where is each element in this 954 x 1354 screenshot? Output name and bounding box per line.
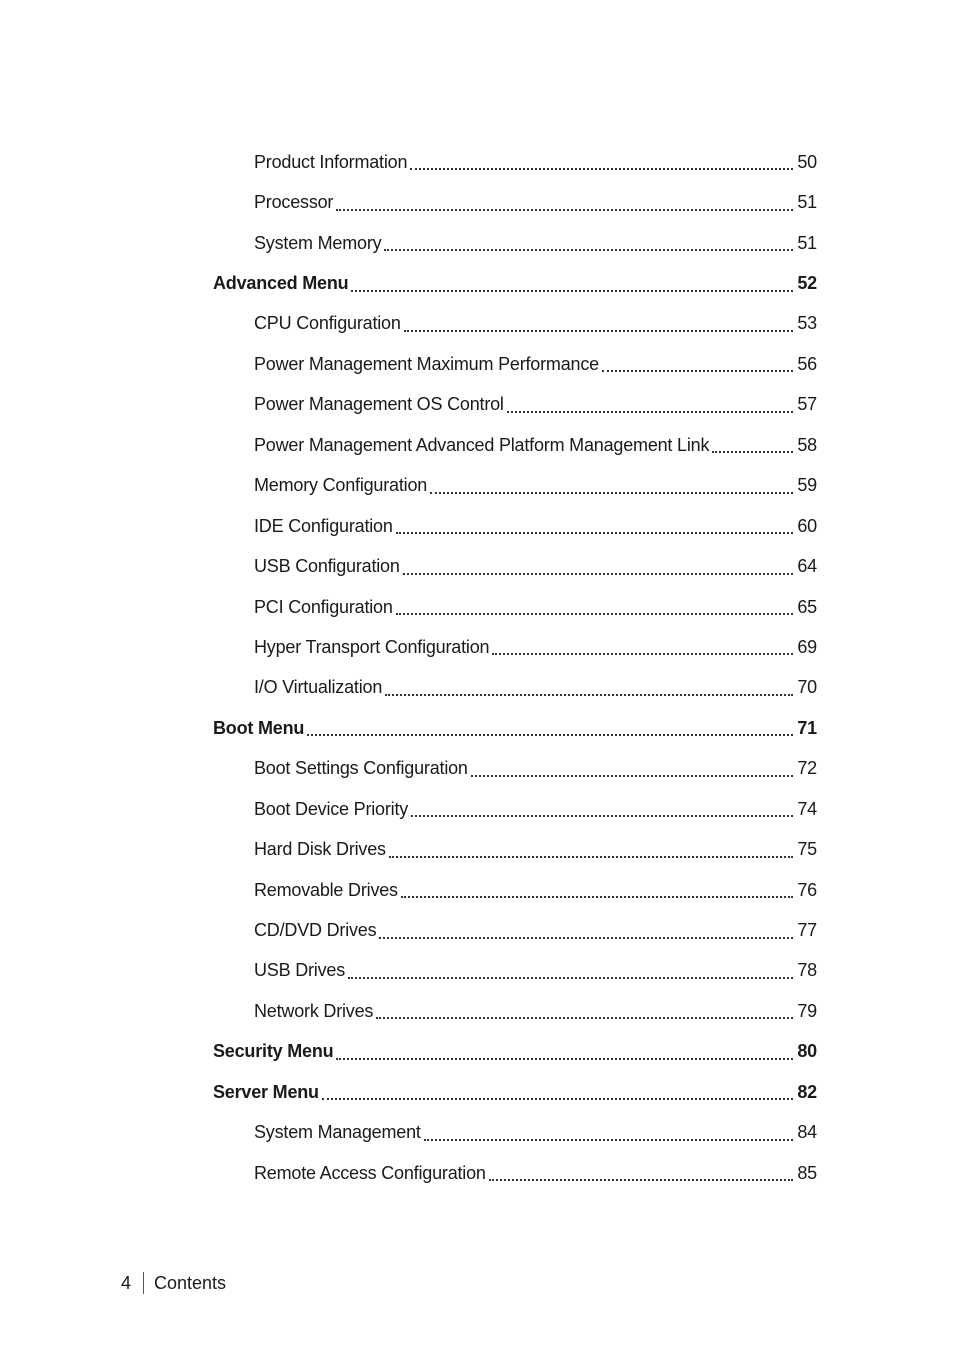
toc-entry-page-number: 59 xyxy=(797,475,817,496)
footer-divider xyxy=(143,1272,144,1294)
toc-entry-page-number: 74 xyxy=(797,798,817,819)
toc-entry-page-number: 78 xyxy=(797,960,817,981)
table-of-contents xyxy=(0,142,954,1193)
toc-entry-title: Boot Settings Configuration xyxy=(254,758,468,779)
dot-leader xyxy=(430,478,793,494)
toc-subsection-entry[interactable] xyxy=(0,466,954,506)
dot-leader xyxy=(404,316,793,332)
dot-leader xyxy=(507,397,793,413)
toc-section-entry[interactable] xyxy=(0,1072,954,1112)
toc-subsection-entry[interactable] xyxy=(0,304,954,344)
toc-entry-page-number: 50 xyxy=(797,151,817,172)
toc-entry-page-number: 51 xyxy=(797,232,817,253)
toc-subsection-entry[interactable] xyxy=(0,546,954,586)
toc-entry-page-number: 52 xyxy=(797,273,817,294)
toc-entry-page-number: 84 xyxy=(797,1122,817,1143)
dot-leader xyxy=(396,518,793,534)
toc-subsection-entry[interactable] xyxy=(0,587,954,627)
toc-entry-page-number: 51 xyxy=(797,192,817,213)
toc-entry-title: System Management xyxy=(254,1122,421,1143)
toc-entry-title: I/O Virtualization xyxy=(254,677,383,698)
toc-entry-title: IDE Configuration xyxy=(254,515,393,536)
toc-subsection-entry[interactable] xyxy=(0,749,954,789)
toc-subsection-entry[interactable] xyxy=(0,627,954,667)
dot-leader xyxy=(351,276,793,292)
dot-leader xyxy=(712,437,793,453)
toc-subsection-entry[interactable] xyxy=(0,829,954,869)
toc-entry-page-number: 72 xyxy=(797,758,817,779)
dot-leader xyxy=(348,963,793,979)
toc-entry-page-number: 77 xyxy=(797,920,817,941)
toc-section-entry[interactable] xyxy=(0,263,954,303)
toc-entry-page-number: 71 xyxy=(797,717,817,738)
toc-subsection-entry[interactable] xyxy=(0,1113,954,1153)
toc-entry-page-number: 70 xyxy=(797,677,817,698)
toc-entry-page-number: 85 xyxy=(797,1162,817,1183)
dot-leader xyxy=(307,720,793,736)
dot-leader xyxy=(389,842,793,858)
toc-entry-title: System Memory xyxy=(254,232,382,253)
dot-leader xyxy=(376,1003,793,1019)
toc-entry-page-number: 76 xyxy=(797,879,817,900)
toc-entry-title: CPU Configuration xyxy=(254,313,401,334)
toc-entry-page-number: 82 xyxy=(797,1081,817,1102)
toc-entry-title: USB Configuration xyxy=(254,556,400,577)
toc-entry-title: Memory Configuration xyxy=(254,475,428,496)
toc-entry-page-number: 69 xyxy=(797,636,817,657)
toc-entry-page-number: 56 xyxy=(797,353,817,374)
dot-leader xyxy=(336,195,793,211)
toc-subsection-entry[interactable] xyxy=(0,910,954,950)
dot-leader xyxy=(385,680,793,696)
toc-entry-title: Removable Drives xyxy=(254,879,398,900)
dot-leader xyxy=(396,599,793,615)
dot-leader xyxy=(384,235,793,251)
toc-entry-title: Remote Access Configuration xyxy=(254,1162,486,1183)
toc-entry-title: PCI Configuration xyxy=(254,596,393,617)
toc-entry-title: Boot Device Priority xyxy=(254,798,409,819)
toc-entry-page-number: 80 xyxy=(797,1041,817,1062)
dot-leader xyxy=(424,1125,793,1141)
toc-subsection-entry[interactable] xyxy=(0,1153,954,1193)
toc-subsection-entry[interactable] xyxy=(0,385,954,425)
toc-section-entry[interactable] xyxy=(0,708,954,748)
toc-subsection-entry[interactable] xyxy=(0,344,954,384)
toc-entry-title: Power Management Advanced Platform Management Link xyxy=(254,434,710,455)
toc-entry-title: Power Management Maximum Performance xyxy=(254,353,599,374)
toc-subsection-entry[interactable] xyxy=(0,991,954,1031)
dot-leader xyxy=(401,882,793,898)
toc-subsection-entry[interactable] xyxy=(0,182,954,222)
toc-entry-page-number: 58 xyxy=(797,434,817,455)
toc-subsection-entry[interactable] xyxy=(0,506,954,546)
toc-subsection-entry[interactable] xyxy=(0,668,954,708)
toc-entry-title: Power Management OS Control xyxy=(254,394,504,415)
toc-entry-title: Advanced Menu xyxy=(213,273,349,294)
dot-leader xyxy=(336,1044,793,1060)
toc-entry-page-number: 79 xyxy=(797,1000,817,1021)
footer-page-number: 4 xyxy=(121,1272,132,1293)
dot-leader xyxy=(602,356,793,372)
toc-section-entry[interactable] xyxy=(0,1032,954,1072)
toc-subsection-entry[interactable] xyxy=(0,425,954,465)
dot-leader xyxy=(492,639,793,655)
toc-entry-title: CD/DVD Drives xyxy=(254,920,377,941)
toc-entry-page-number: 64 xyxy=(797,556,817,577)
toc-subsection-entry[interactable] xyxy=(0,142,954,182)
toc-entry-page-number: 60 xyxy=(797,515,817,536)
toc-entry-title: Processor xyxy=(254,192,334,213)
toc-subsection-entry[interactable] xyxy=(0,789,954,829)
toc-entry-title: Boot Menu xyxy=(213,717,305,738)
toc-entry-page-number: 57 xyxy=(797,394,817,415)
dot-leader xyxy=(489,1165,793,1181)
footer-section-title: Contents xyxy=(154,1272,227,1293)
page-footer xyxy=(121,1272,226,1294)
toc-entry-title: Product Information xyxy=(254,151,408,172)
dot-leader xyxy=(471,761,793,777)
toc-entry-page-number: 65 xyxy=(797,596,817,617)
toc-entry-title: Security Menu xyxy=(213,1041,334,1062)
toc-subsection-entry[interactable] xyxy=(0,223,954,263)
toc-entry-title: Hard Disk Drives xyxy=(254,839,386,860)
dot-leader xyxy=(322,1084,793,1100)
toc-entry-title: Server Menu xyxy=(213,1081,319,1102)
toc-subsection-entry[interactable] xyxy=(0,951,954,991)
dot-leader xyxy=(411,801,793,817)
dot-leader xyxy=(379,923,793,939)
toc-entry-title: USB Drives xyxy=(254,960,346,981)
toc-entry-title: Hyper Transport Configuration xyxy=(254,636,490,657)
toc-entry-page-number: 75 xyxy=(797,839,817,860)
toc-entry-page-number: 53 xyxy=(797,313,817,334)
toc-entry-title: Network Drives xyxy=(254,1000,374,1021)
toc-subsection-entry[interactable] xyxy=(0,870,954,910)
dot-leader xyxy=(410,154,793,170)
dot-leader xyxy=(403,559,793,575)
